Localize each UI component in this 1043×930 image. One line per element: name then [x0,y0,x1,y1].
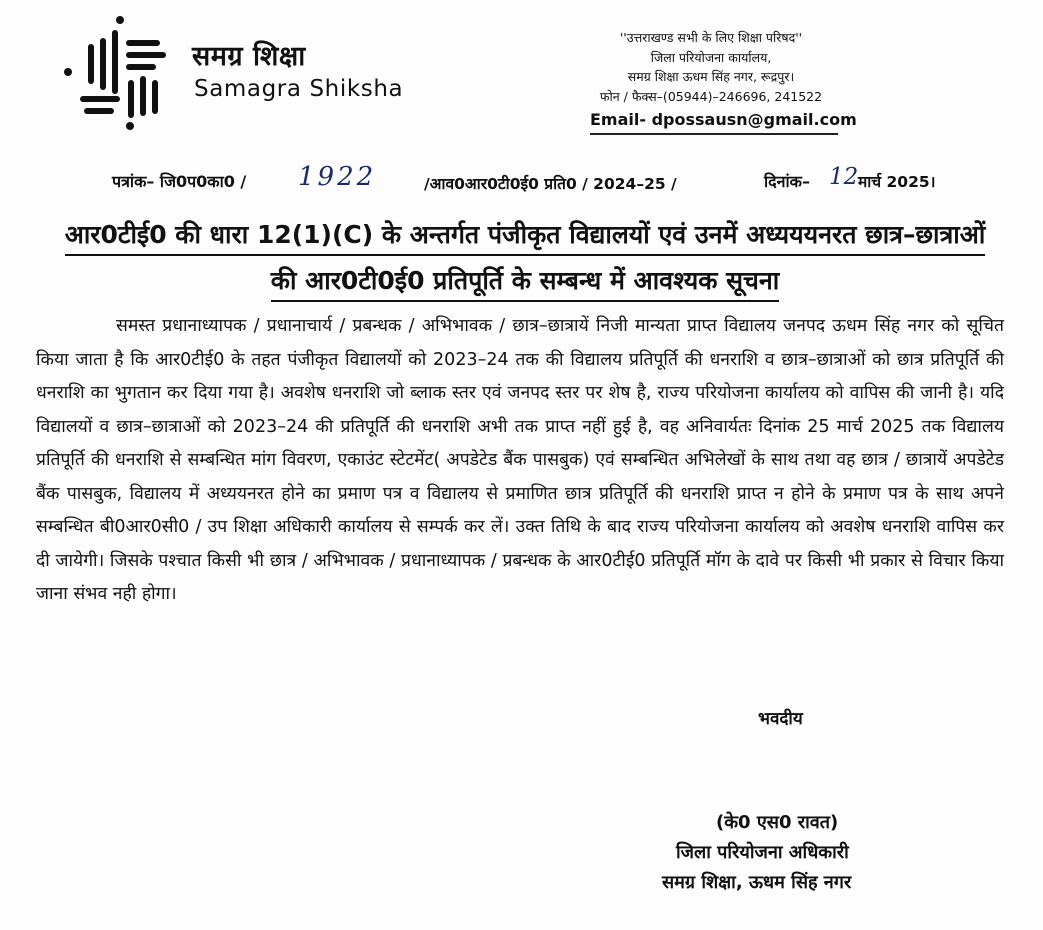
brand-name-english: Samagra Shiksha [194,76,404,102]
address-line: समग्र शिक्षा ऊधम सिंह नगर, रूद्रपुर। [627,69,795,84]
reference-number-handwritten: 1922 [298,162,377,192]
subject-line-2: की आर0टी0ई0 प्रतिपूर्ति के सम्बन्ध में आवश्यक सूचना [271,262,779,302]
closing-salutation: भवदीय [758,709,803,729]
office-address [578,28,844,106]
date-day-handwritten: 12 [829,164,859,190]
brand-name-hindi: समग्र शिक्षा [192,41,306,72]
address-line: जिला परियोजना कार्यालय, [650,49,772,65]
date-label: दिनांक– [764,172,810,191]
address-line: फोन / फैक्स–(05944)–246696, 241522 [599,88,823,104]
subject-line-1: आर0टीई0 की धारा 12(1)(C) के अन्तर्गत पंजीकृत विद्यालयों एवं उनमें अध्यययनरत छात्र–छात्राओं [65,216,986,256]
reference-suffix: /आव0आर0टी0ई0 प्रति0 / 2024–25 / [424,175,677,193]
office-email: Email- dpossausn@gmail.com [590,110,857,129]
date-month-year: मार्च 2025। [858,173,936,191]
signatory-designation: जिला परियोजना अधिकारी [676,842,849,863]
samagra-shiksha-logo-icon [64,14,184,132]
address-line: ''उत्तराखण्ड सभी के लिए शिक्षा परिषद'' [619,30,803,45]
notice-body-paragraph: समस्त प्रधानाध्यापक / प्रधानाचार्य / प्रबन्धक / अभिभावक / छात्र–छात्रायें निजी मान्यता प्राप्त विद्यालय जनपद ऊधम सिंह नगर को सूचित किया जाता है कि आर0टीई0 के तहत पंजीकृत विद्यालयों को 2023–24 तक की विद्यालय प्रतिपूर्ति की धनराशि व छात्र–छात्राओं को छात्र प्रतिपूर्ति की धनराशि का भुगतान कर दिया गया है। अवशेष धनराशि जो ब्लाक स्तर एवं जनपद स्तर पर शेष है, राज्य परियोजना कार्यालय को वापिस की जानी है। यदि विद्यालयों व छात्र–छात्राओं को 2023–24 की प्रतिपूर्ति की धनराशि अभी तक प्राप्त नहीं हुई है, वह अनिवार्यतः दिनांक 25 मार्च 2025 तक विद्यालय प्रतिपूर्ति की धनराशि से सम्बन्धित मांग विवरण, एकाउंट स्टेटमेंट( अपडेटेड बैंक पासबुक) एवं सम्बन्धित अभिलेखों के साथ तथा वह छात्र / छात्रायें अपडेटेड बैंक पासबुक, विद्यालय में अध्ययनरत होने का प्रमाण पत्र व विद्यालय से प्रमाणित छात्र प्रतिपूर्ति की धनराशि प्राप्त न होने के प्रमाण पत्र के साथ अपने सम्बन्धित बी0आर0सी0 / उप शिक्षा अधिकारी कार्यालय से सम्पर्क कर लें। उक्त तिथि के बाद राज्य परियोजना कार्यालय को अवशेष धनराशि वापिस कर दी जायेगी। जिसके पश्चात किसी भी छात्र / अभिभावक / प्रधानाध्यापक / प्रबन्धक के आर0टीई0 प्रतिपूर्ति मॉग के दावे पर किसी भी प्रकार से विचार किया जाना संभव नही होगा। [36,316,1004,604]
subject-heading [30,212,1020,304]
email-underline [590,133,838,135]
signatory-name: (के0 एस0 रावत) [716,812,839,833]
signatory-office: समग्र शिक्षा, ऊधम सिंह नगर [662,872,852,893]
reference-prefix: पत्रांक– जि0प0का0 / [112,172,247,191]
